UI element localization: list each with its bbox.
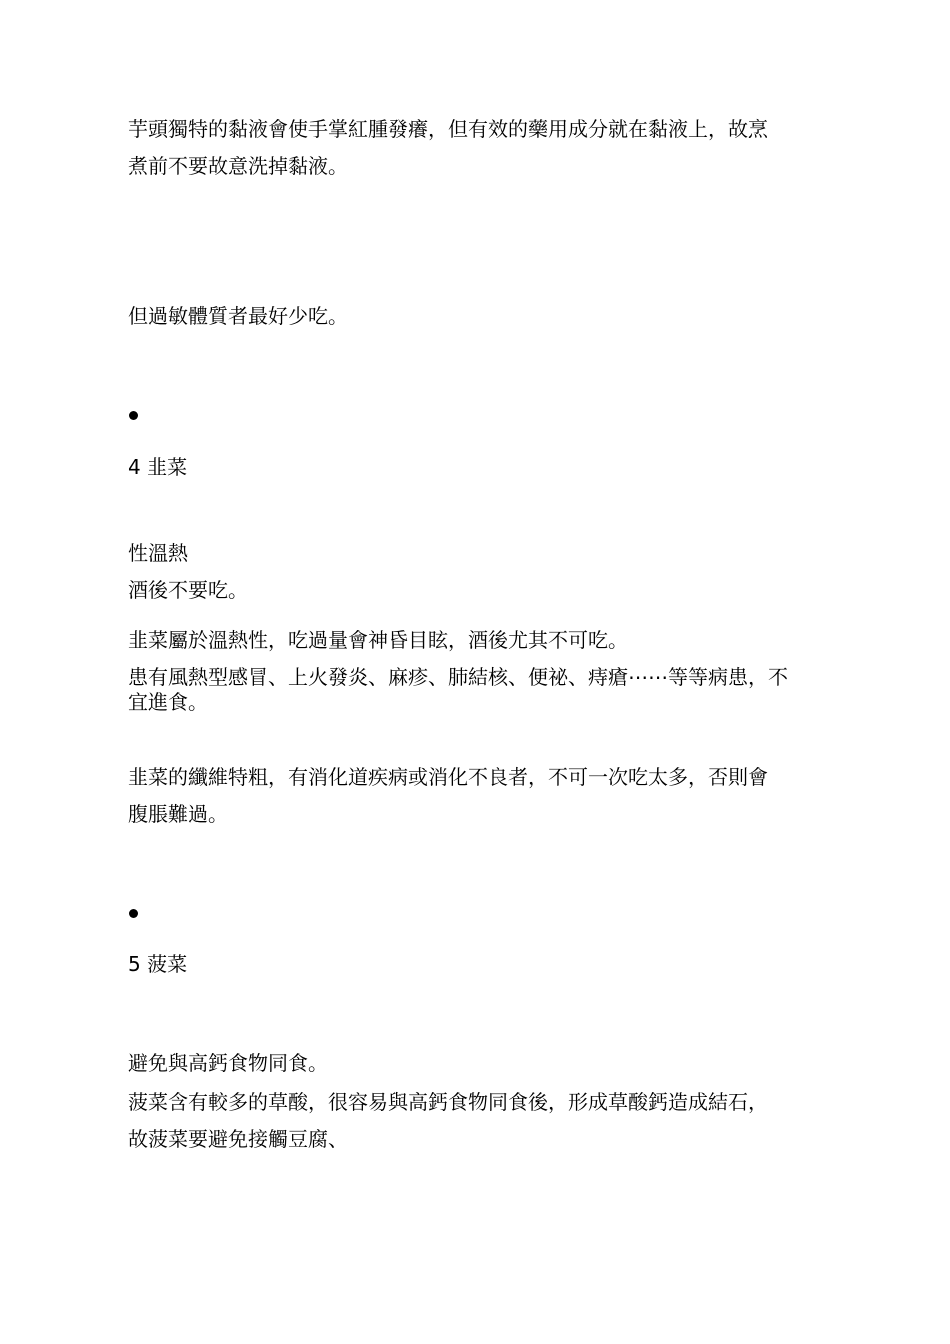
chives-paragraph-2-line-1: 患有風熱型感冒、上火發炎、麻疹、肺結核、便祕、痔瘡⋯⋯等等病患，不 <box>128 665 788 689</box>
bullet-icon <box>129 411 138 420</box>
spinach-paragraph-line-2: 故菠菜要避免接觸豆腐、 <box>128 1127 348 1151</box>
heading-spinach: 5 菠菜 <box>128 952 188 976</box>
spinach-warning: 避免與高鈣食物同食。 <box>128 1051 328 1075</box>
chives-paragraph-3-line-2: 腹脹難過。 <box>128 802 228 826</box>
chives-property: 性溫熱 <box>128 541 188 565</box>
paragraph-taro-line-2: 煮前不要故意洗掉黏液。 <box>128 154 348 178</box>
paragraph-allergy: 但過敏體質者最好少吃。 <box>128 304 348 328</box>
chives-warning: 酒後不要吃。 <box>128 578 248 602</box>
bullet-icon <box>129 909 138 918</box>
chives-paragraph-2-line-2: 宜進食。 <box>128 690 208 714</box>
chives-paragraph-3-line-1: 韭菜的纖維特粗，有消化道疾病或消化不良者，不可一次吃太多，否則會 <box>128 765 768 789</box>
chives-paragraph-1: 韭菜屬於溫熱性，吃過量會神昏目眩，酒後尤其不可吃。 <box>128 628 628 652</box>
spinach-paragraph-line-1: 菠菜含有較多的草酸，很容易與高鈣食物同食後，形成草酸鈣造成結石， <box>128 1090 768 1114</box>
heading-chives: 4 韭菜 <box>128 455 188 479</box>
paragraph-taro-line-1: 芋頭獨特的黏液會使手掌紅腫發癢，但有效的藥用成分就在黏液上，故烹 <box>128 117 768 141</box>
